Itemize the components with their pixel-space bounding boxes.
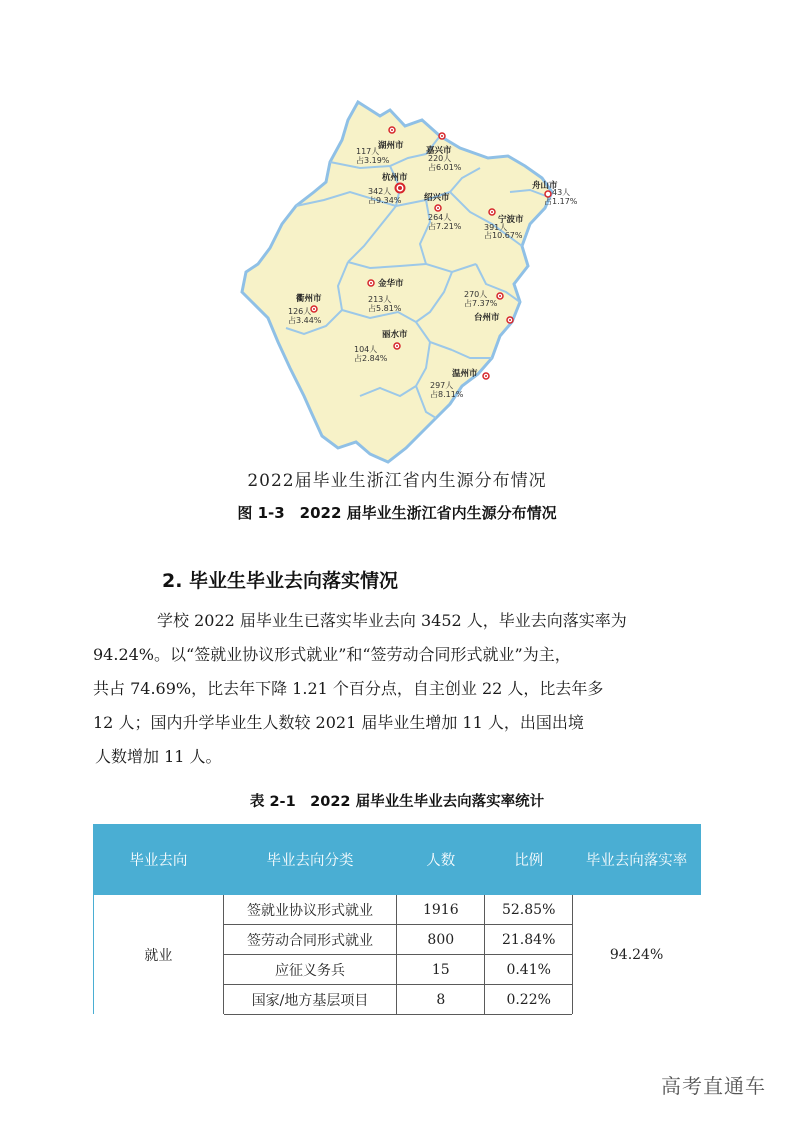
watermark: 高考直通车	[661, 1074, 766, 1098]
city-name-jinhua: 金华市	[378, 279, 404, 289]
map-svg	[230, 96, 578, 468]
category-cell: 应征义务兵	[223, 955, 397, 985]
city-name-wenzhou: 温州市	[452, 369, 478, 379]
city-pct-hangzhou: 占9.34%	[368, 196, 402, 205]
city-name-huzhou: 湖州市	[378, 141, 404, 151]
city-name-lishui: 丽水市	[382, 330, 408, 340]
city-pct-huzhou: 占3.19%	[356, 156, 390, 165]
city-name-hangzhou: 杭州市	[382, 173, 408, 183]
city-pct-zhoushan: 占1.17%	[544, 197, 578, 206]
city-count-huzhou: 117人	[356, 147, 380, 156]
table-caption: 表 2-1 2022 届毕业生毕业去向落实率统计	[249, 794, 545, 810]
city-count-jiaxing: 220人	[428, 154, 452, 163]
header-rate: 毕业去向落实率	[573, 825, 701, 895]
paragraph-line: 学校 2022 届毕业生已落实毕业去向 3452 人，毕业去向落实率为	[157, 611, 627, 630]
city-pct-quzhou: 占3.44%	[288, 316, 322, 325]
employment-rate-table	[93, 824, 701, 1015]
city-name-quzhou: 衢州市	[296, 294, 322, 304]
city-count-zhoushan: 43人	[552, 188, 571, 197]
city-pct-ningbo: 占10.67%	[484, 231, 523, 240]
map-inner-caption: 2022届毕业生浙江省内生源分布情况	[247, 471, 547, 491]
count-cell: 1916	[397, 895, 485, 925]
city-name-jiaxing: 嘉兴市	[426, 146, 452, 156]
city-count-shaoxing: 264人	[428, 213, 452, 222]
category-cell: 签就业协议形式就业	[223, 895, 397, 925]
header-count: 人数	[397, 825, 485, 895]
header-ratio: 比例	[485, 825, 573, 895]
paragraph-line: 共占 74.69%，比去年下降 1.21 个百分点，自主创业 22 人，比去年多	[93, 679, 604, 698]
city-name-shaoxing: 绍兴市	[424, 193, 450, 203]
count-cell: 800	[397, 925, 485, 955]
city-pct-shaoxing: 占7.21%	[428, 222, 462, 231]
header-destination: 毕业去向	[94, 825, 224, 895]
ratio-cell: 52.85%	[485, 895, 573, 925]
city-count-wenzhou: 297人	[430, 381, 454, 390]
city-count-ningbo: 391人	[484, 223, 508, 232]
city-pct-taizhou: 占7.37%	[464, 299, 498, 308]
city-name-ningbo: 宁波市	[498, 215, 524, 225]
count-cell: 15	[397, 955, 485, 985]
city-count-lishui: 104人	[354, 345, 378, 354]
category-cell: 签劳动合同形式就业	[223, 925, 397, 955]
city-count-quzhou: 126人	[288, 307, 312, 316]
body-paragraph	[93, 604, 693, 774]
city-name-zhoushan: 舟山市	[532, 181, 558, 191]
section-title: 2. 毕业生毕业去向落实情况	[162, 570, 399, 592]
group-cell: 就业	[94, 895, 224, 1015]
city-pct-jinhua: 占5.81%	[368, 304, 402, 313]
rate-cell: 94.24%	[573, 895, 701, 1015]
city-count-hangzhou: 342人	[368, 187, 392, 196]
paragraph-line: 94.24%。以“签就业协议形式就业”和“签劳动合同形式就业”为主，	[93, 645, 571, 664]
city-count-taizhou: 270人	[464, 290, 488, 299]
city-pct-wenzhou: 占8.11%	[430, 390, 464, 399]
city-count-jinhua: 213人	[368, 295, 392, 304]
ratio-cell: 0.41%	[485, 955, 573, 985]
ratio-cell: 21.84%	[485, 925, 573, 955]
table-row	[94, 895, 701, 925]
category-cell: 国家/地方基层项目	[223, 985, 397, 1015]
city-pct-lishui: 占2.84%	[354, 354, 388, 363]
count-cell: 8	[397, 985, 485, 1015]
city-name-taizhou: 台州市	[474, 313, 500, 323]
city-pct-jiaxing: 占6.01%	[428, 163, 462, 172]
ratio-cell: 0.22%	[485, 985, 573, 1015]
figure-caption: 图 1-3 2022 届毕业生浙江省内生源分布情况	[237, 504, 557, 522]
zhejiang-map	[230, 96, 578, 468]
table-header-row	[94, 825, 701, 895]
paragraph-line: 12 人；国内升学毕业生人数较 2021 届毕业生增加 11 人，出国出境	[93, 713, 584, 732]
header-category: 毕业去向分类	[223, 825, 397, 895]
paragraph-line: 人数增加 11 人。	[95, 747, 222, 766]
